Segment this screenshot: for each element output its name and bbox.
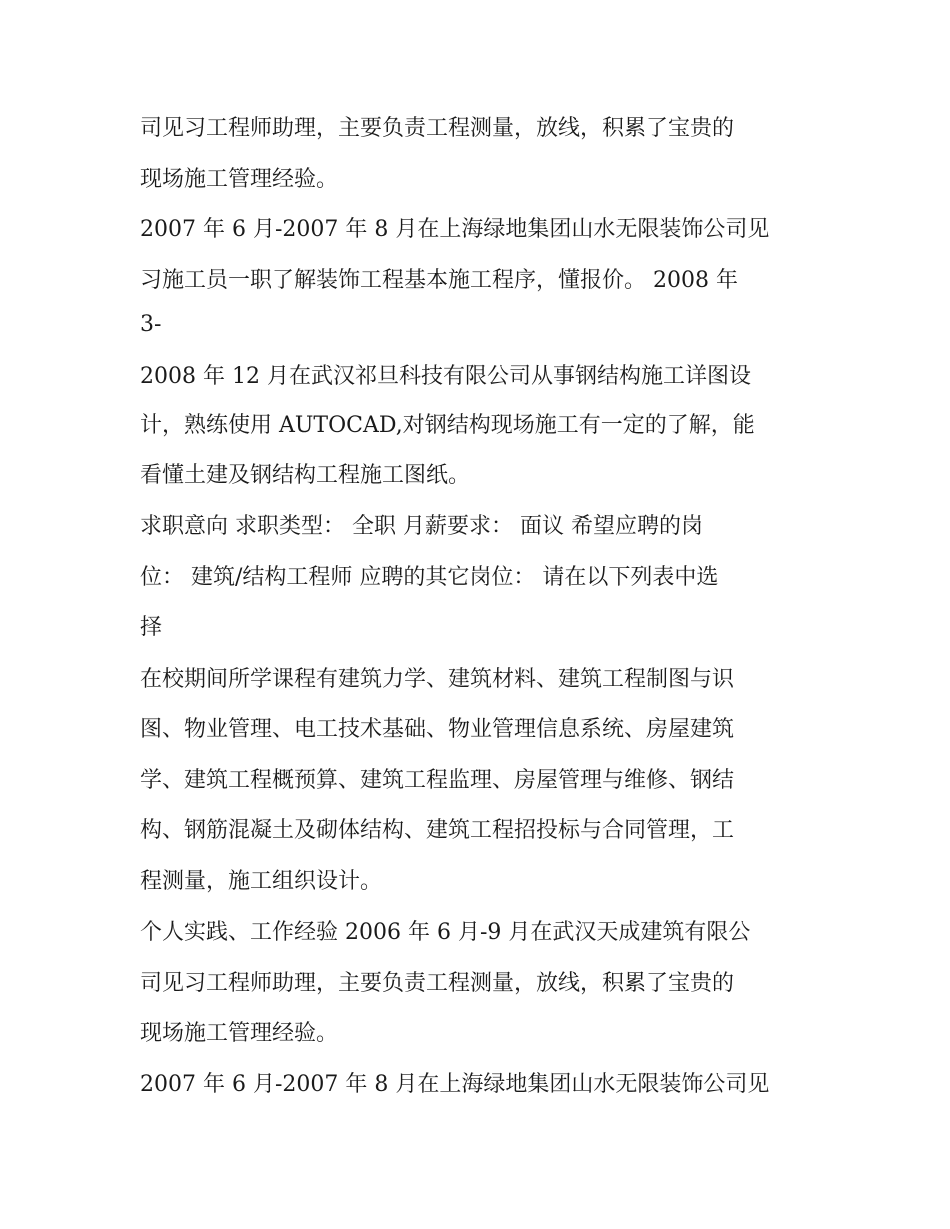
text-line: 图、物业管理、电工技术基础、物业管理信息系统、房屋建筑 [140, 717, 735, 742]
text-line: 现场施工管理经验。 [140, 1021, 339, 1046]
text-line: 计，熟练使用 AUTOCAD,对钢结构现场施工有一定的了解，能 [140, 413, 755, 438]
text-line: 在校期间所学课程有建筑力学、建筑材料、建筑工程制图与识 [140, 667, 735, 692]
text-line: 看懂土建及钢结构工程施工图纸。 [140, 463, 471, 488]
text-line: 学、建筑工程概预算、建筑工程监理、房屋管理与维修、钢结 [140, 768, 735, 793]
text-line: 程测量，施工组织设计。 [140, 869, 383, 894]
text-line: 司见习工程师助理，主要负责工程测量，放线，积累了宝贵的 [140, 971, 735, 996]
text-line: 司见习工程师助理，主要负责工程测量，放线，积累了宝贵的 [140, 116, 735, 141]
text-line: 位： 建筑/结构工程师 应聘的其它岗位： 请在以下列表中选 [140, 565, 719, 590]
text-line: 3- [140, 312, 162, 337]
text-line: 现场施工管理经验。 [140, 167, 339, 192]
text-line: 2007 年 6 月-2007 年 8 月在上海绿地集团山水无限装饰公司见 [140, 1072, 770, 1097]
text-line: 2008 年 12 月在武汉祁旦科技有限公司从事钢结构施工详图设 [140, 364, 751, 389]
text-line: 习施工员一职了解装饰工程基本施工程序，懂报价。 2008 年 [140, 268, 738, 293]
text-line: 择 [140, 615, 163, 640]
text-line: 2007 年 6 月-2007 年 8 月在上海绿地集团山水无限装饰公司见 [140, 217, 770, 242]
text-line: 求职意向 求职类型： 全职 月薪要求： 面议 希望应聘的岗 [140, 514, 703, 539]
text-line: 构、钢筋混凝土及砌体结构、建筑工程招投标与合同管理，工 [140, 818, 735, 843]
text-line: 个人实践、工作经验 2006 年 6 月-9 月在武汉天成建筑有限公 [140, 920, 751, 945]
